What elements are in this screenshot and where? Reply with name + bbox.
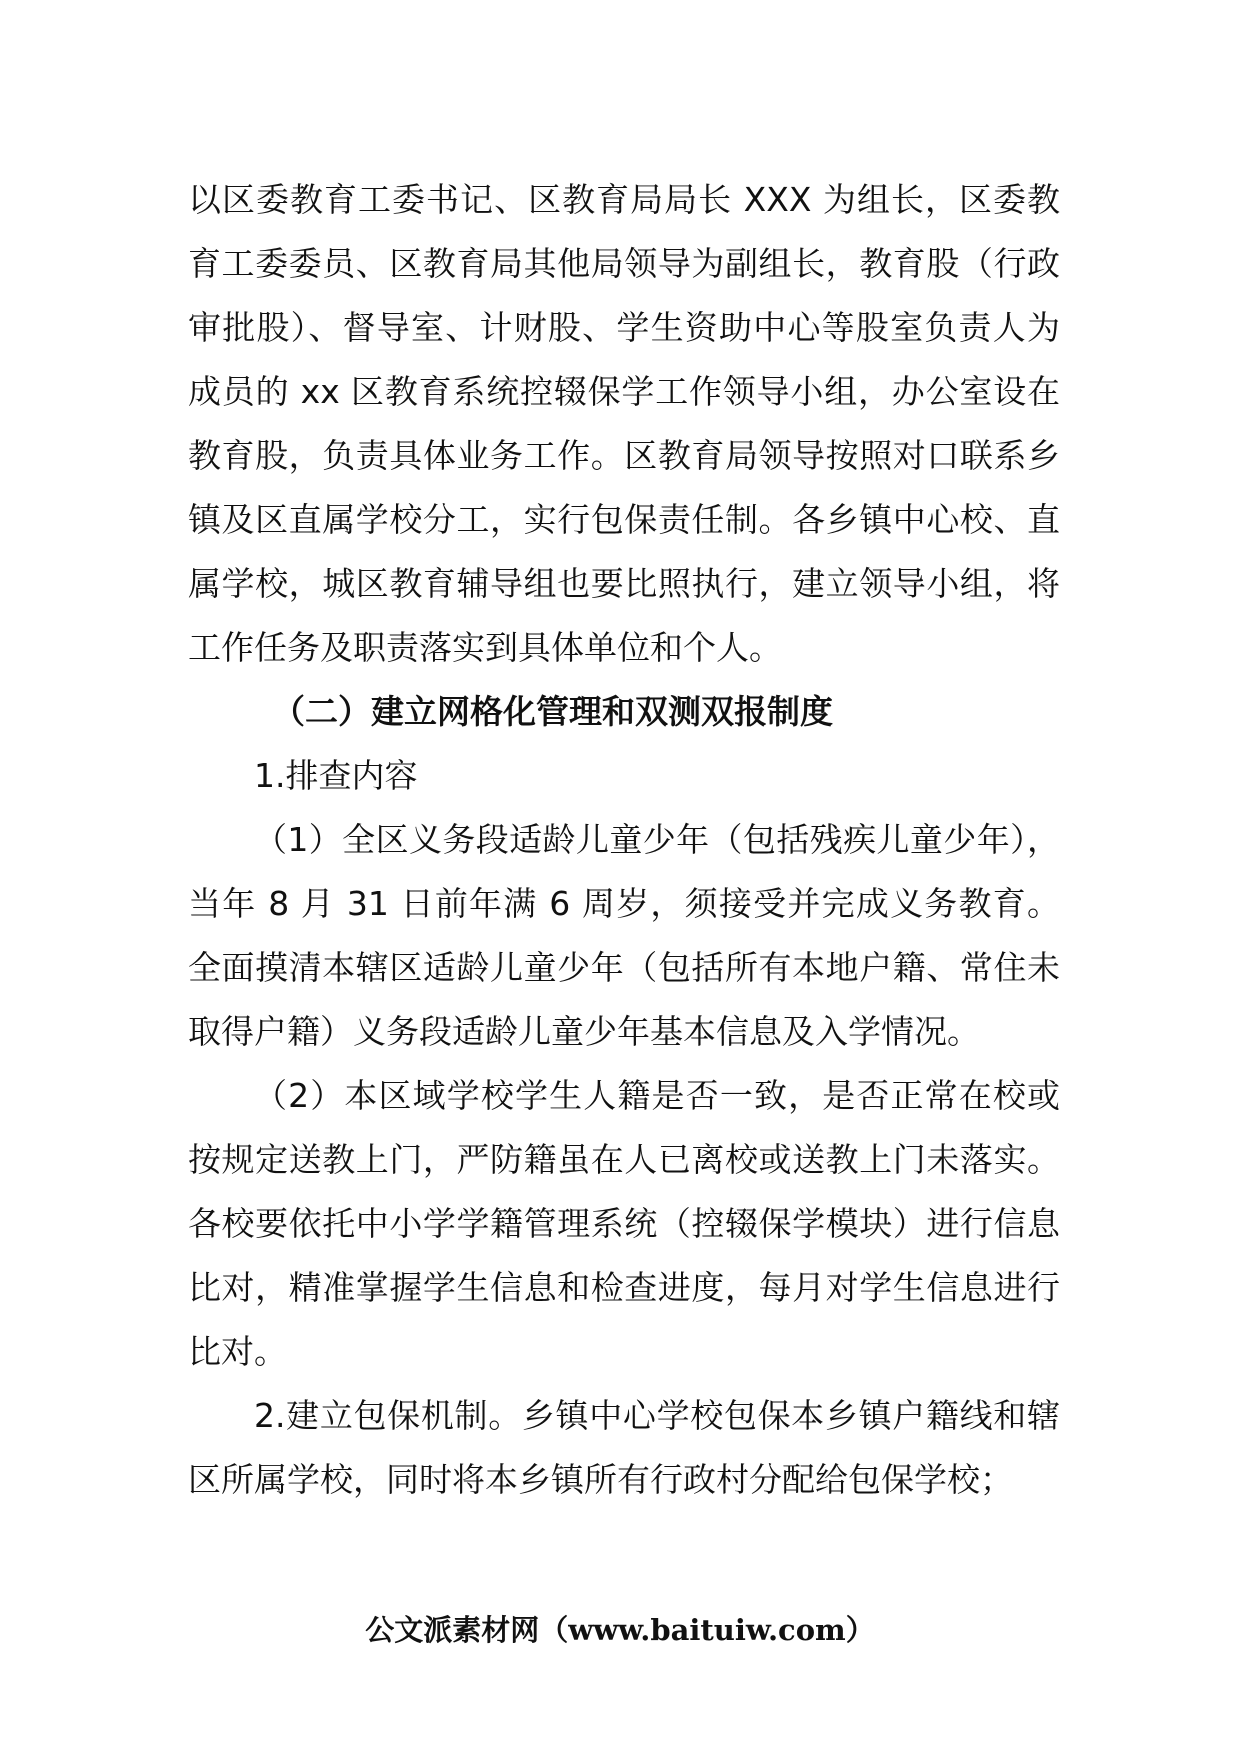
subheading-investigation: 1.排查内容	[254, 756, 418, 795]
footer-watermark: 公文派素材网（www.baituiw.com）	[365, 1613, 875, 1647]
paragraph-leadership-group: 以区委教育工委书记、区教育局局长 XXX 为组长，区委教育工委委员、区教育局其他局领导为副组长，教育股（行政审批股）、督导室、计财股、学生资助中心等股室负责人为成员的 xx 区教育系统控辍保学工作领导小组，办公室设在教育股，负责具体业务工作。区教育局领导按照对口联系乡镇及区直属学校分工，实行包保责任制。各乡镇中心校、直属学校，城区教育辅导组也要比照执行，建立领导小组，将工作任务及职责落实到具体单位和个人。	[188, 180, 1060, 667]
paragraph-item-2: （2）本区域学校学生人籍是否一致，是否正常在校或按规定送教上门，严防籍虽在人已离校或送教上门未落实。各校要依托中小学学籍管理系统（控辍保学模块）进行信息比对，精准掌握学生信息和检查进度，每月对学生信息进行比对。	[188, 1076, 1060, 1371]
section-heading: （二）建立网格化管理和双测双报制度	[272, 692, 833, 731]
document-body	[188, 168, 1060, 1512]
paragraph-guarantee-mechanism: 2.建立包保机制。乡镇中心学校包保本乡镇户籍线和辖区所属学校，同时将本乡镇所有行政村分配给包保学校；	[188, 1396, 1060, 1499]
paragraph-item-1: （1）全区义务段适龄儿童少年（包括残疾儿童少年），当年 8 月 31 日前年满 6 周岁，须接受并完成义务教育。全面摸清本辖区适龄儿童少年（包括所有本地户籍、常住未取得户籍）义务段适龄儿童少年基本信息及入学情况。	[188, 820, 1060, 1051]
